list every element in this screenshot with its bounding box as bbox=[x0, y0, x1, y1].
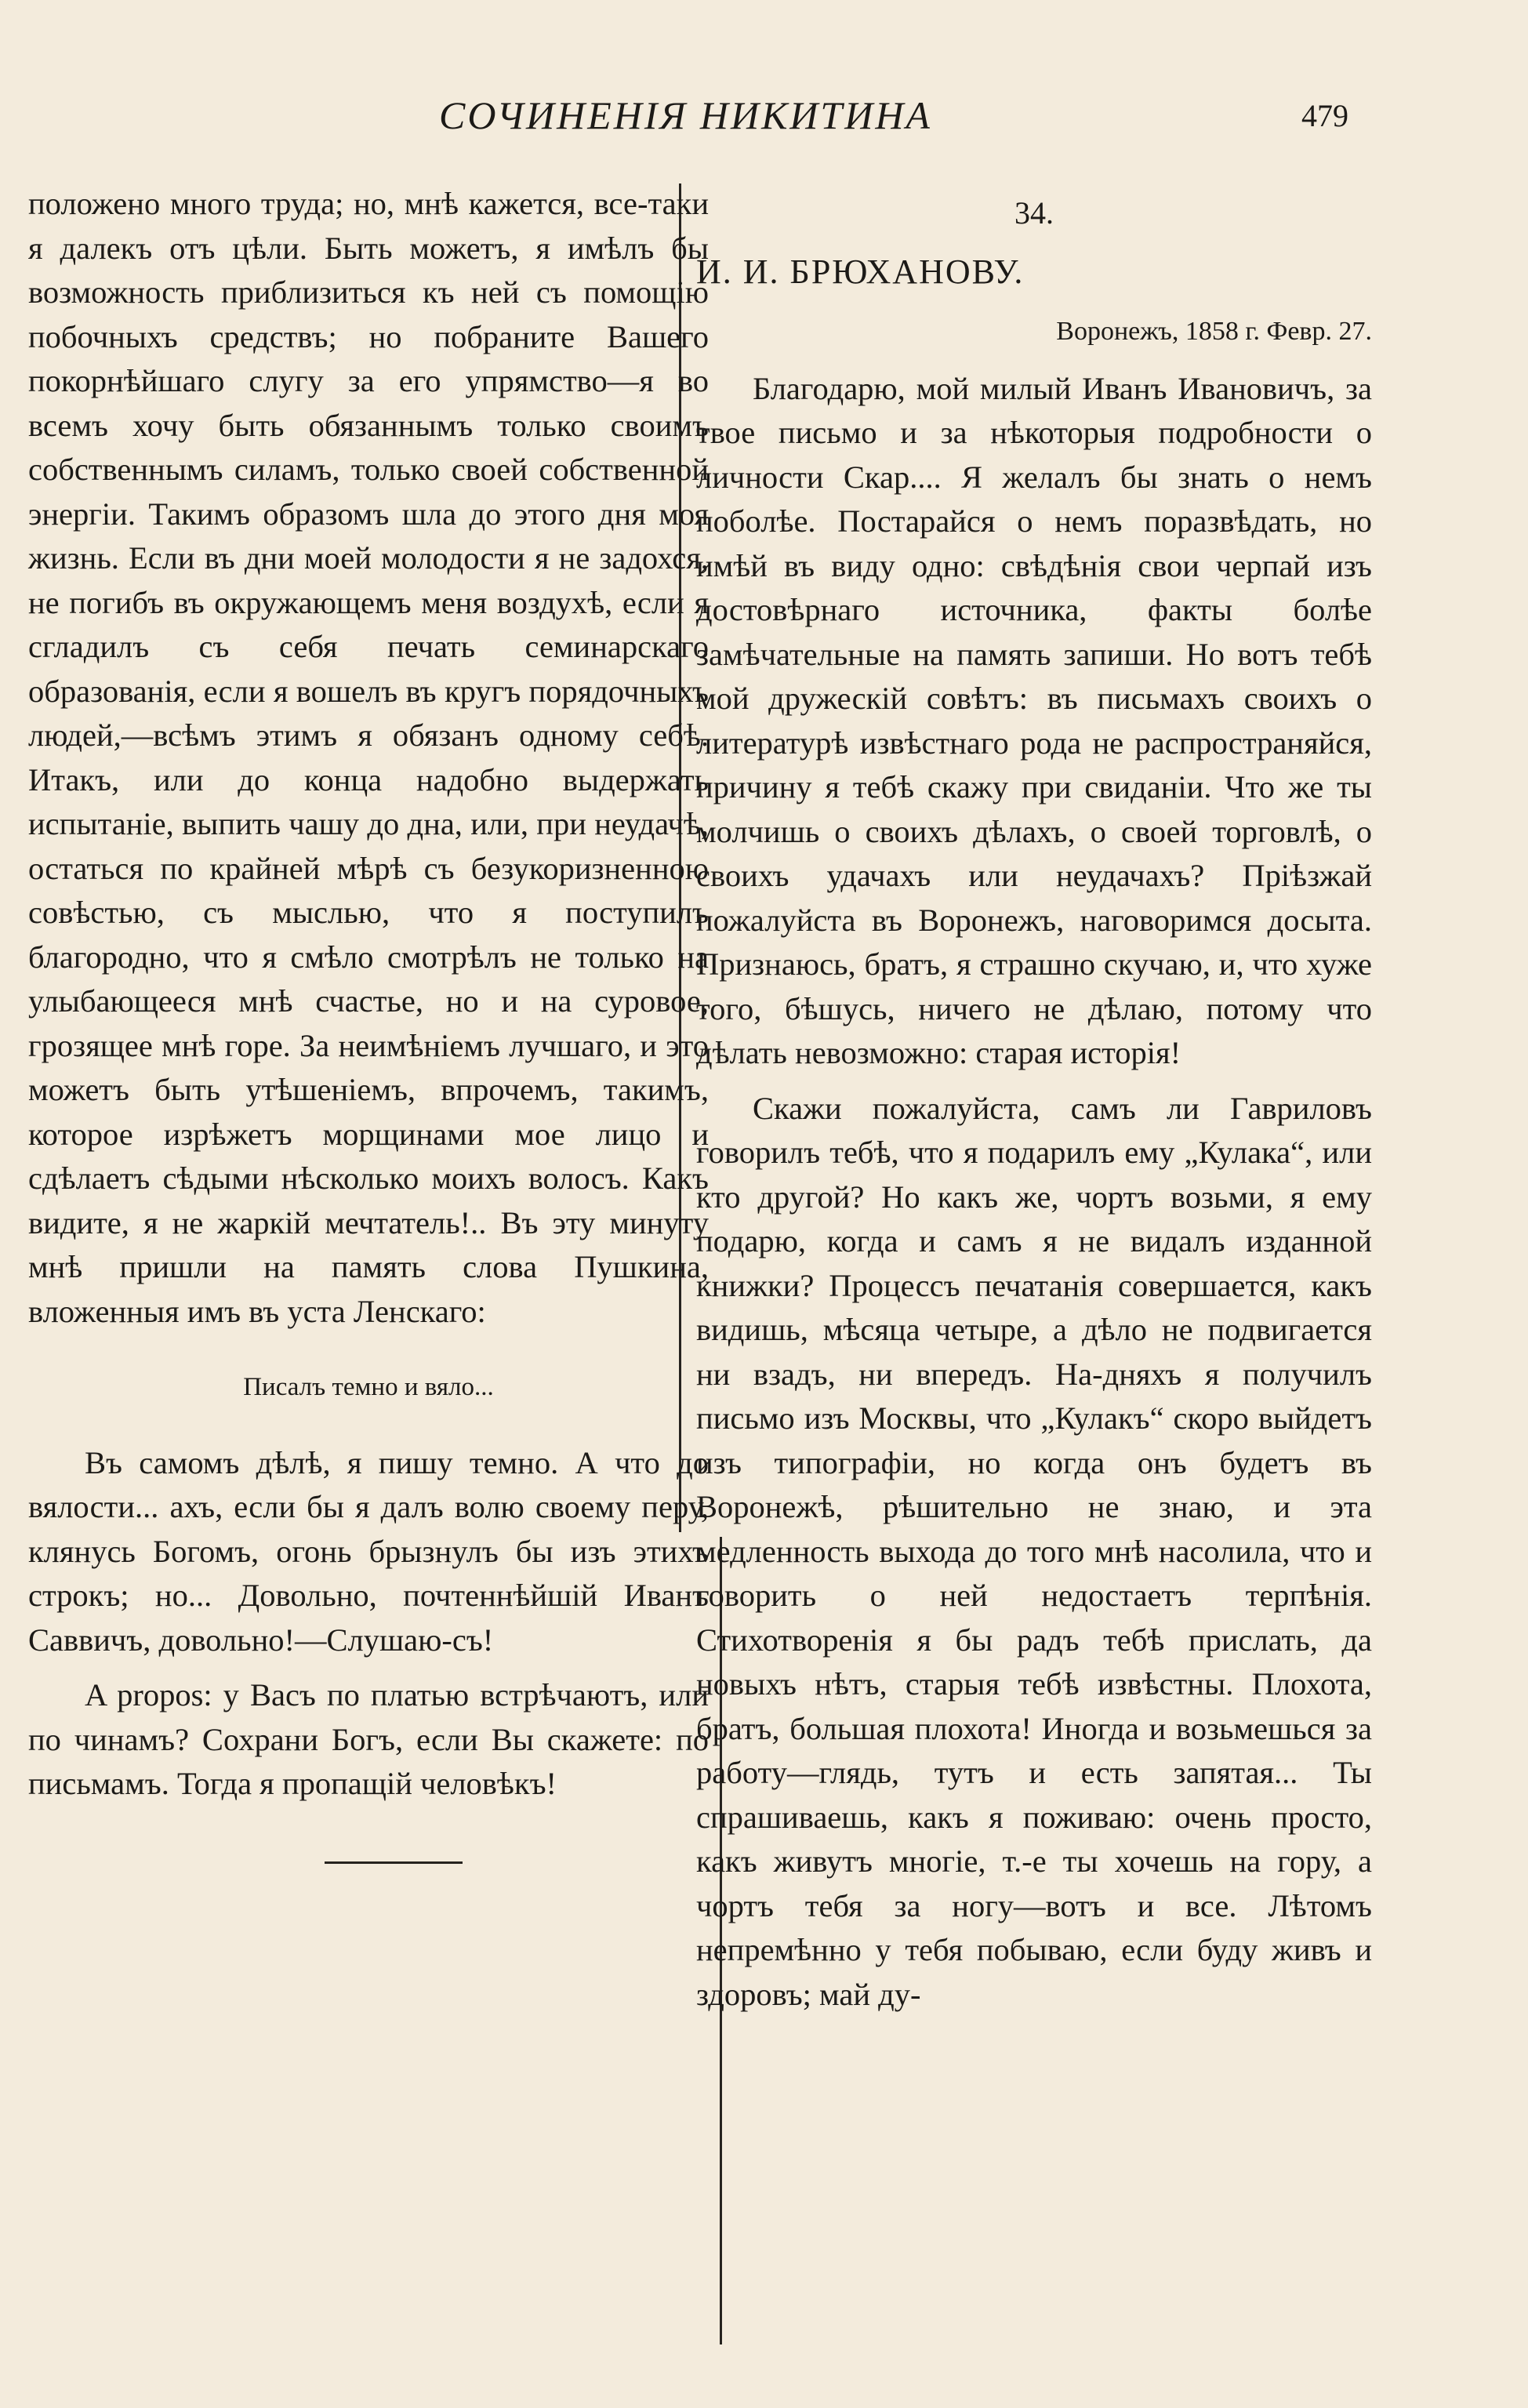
right-paragraph-1: Благодарю, мой милый Иванъ Ивановичъ, за твое письмо и за нѣкоторыя подробности о личности Скар.... Я желалъ бы знать о немъ поболѣе. Постарайся о немъ поразвѣдать, но имѣй въ виду одно: свѣдѣнія свои черпай изъ достовѣрнаго источника, факты болѣе замѣчательные на память запиши. Но вотъ тебѣ мой дружескій совѣтъ: въ письмахъ своихъ о литературѣ извѣстнаго рода не распространяйся, причину я тебѣ скажу при свиданіи. Что же ты молчишь о своихъ дѣлахъ, о своей торговлѣ, о своихъ удачахъ или неудачахъ? Пріѣзжай пожалуйста въ Воронежъ, наговоримся досыта. Признаюсь, братъ, я страшно скучаю, и, что хуже того, бѣшусь, ничего не дѣлаю, потому что дѣлать невозможно: старая исторія! bbox=[696, 370, 1372, 1070]
running-head bbox=[0, 88, 1528, 143]
left-column bbox=[28, 182, 709, 1864]
letter-number: 34. bbox=[1014, 195, 1054, 231]
end-rule bbox=[325, 1861, 463, 1864]
letter-place-date: Воронежъ, 1858 г. Февр. 27. bbox=[1056, 317, 1372, 346]
page-number: 479 bbox=[1301, 98, 1348, 133]
left-paragraph-2: Въ самомъ дѣлѣ, я пишу темно. А что до вялости... ахъ, если бы я далъ волю своему перу, клянусь Богомъ, огонь брызнулъ бы изъ этихъ строкъ; но... Довольно, почтеннѣйшій Иванъ Саввичъ, довольно!—Слушаю-съ! bbox=[28, 1444, 709, 1658]
right-paragraph-2: Скажи пожалуйста, самъ ли Гавриловъ говорилъ тебѣ, что я подарилъ ему „Кулака“, или кто другой? Но какъ же, чортъ возьми, я ему подарю, когда и самъ я не видалъ изданной книжки? Процессъ печатанія совершается, какъ видишь, мѣсяца четыре, а дѣло не подвигается ни взадъ, ни впередъ. На-дняхъ я получилъ письмо изъ Москвы, что „Кулакъ“ скоро выйдетъ изъ типографіи, но когда онъ будетъ въ Воронежѣ, рѣшительно не знаю, и эта медленность выхода до того мнѣ насолила, что и говорить о ней недостаетъ терпѣнія. Стихотворенія я бы радъ тебѣ прислать, да новыхъ нѣтъ, старыя тебѣ извѣстны. Плохота, братъ, большая плохота! Иногда и возьмешься за работу—глядь, тутъ и есть запятая... Ты спрашиваешь, какъ я поживаю: очень просто, какъ живутъ многіе, т.-е ты хочешь на гору, а чортъ тебя за ногу—вотъ и все. Лѣтомъ непремѣнно у тебя побываю, если буду живъ и здоровъ; май ду- bbox=[696, 1090, 1372, 2012]
right-column bbox=[696, 182, 1372, 2017]
left-paragraph-1: положено много труда; но, мнѣ кажется, все-таки я далекъ отъ цѣли. Быть можетъ, я имѣлъ бы возможность приблизиться къ ней съ помощію побочныхъ средствъ; но побраните Вашего покорнѣйшаго слугу за его упрямство—я во всемъ хочу быть обязаннымъ только своимъ собственнымъ силамъ, только своей собственной энергіи. Такимъ образомъ шла до этого дня моя жизнь. Если въ дни моей молодости я не задохся, не погибъ въ окружающемъ меня воздухѣ, если я сгладилъ съ себя печать семинарскаго образованія, если я вошелъ въ кругъ порядочныхъ людей,—всѣмъ этимъ я обязанъ одному себѣ. Итакъ, или до конца надобно выдержать испытаніе, выпить чашу до дна, или, при неудачѣ, остаться по крайней мѣрѣ съ безукоризненною совѣстью, съ мыслью, что я поступилъ благородно, что я смѣло смотрѣлъ не только на улыбающееся мнѣ счастье, но и на суровое, грозящее мнѣ горе. За неимѣніемъ лучшаго, и это можетъ быть утѣшеніемъ, впрочемъ, такимъ, которое изрѣжетъ морщинами мое лицо и сдѣлаетъ сѣдыми нѣсколько моихъ волосъ. Какъ видите, я не жаркій мечтатель!.. Въ эту минуту мнѣ пришли на память слова Пушкина, вложенныя имъ въ уста Ленскаго: bbox=[28, 186, 709, 1329]
pushkin-quote: Писалъ темно и вяло... bbox=[243, 1373, 494, 1401]
letter-recipient: И. И. БРЮХАНОВУ. bbox=[696, 252, 1025, 291]
left-paragraph-3: A propos: у Васъ по платью встрѣчаютъ, или по чинамъ? Сохрани Богъ, если Вы скажете: по письмамъ. Тогда я пропащій человѣкъ! bbox=[28, 1677, 709, 1801]
running-title: СОЧИНЕНІЯ НИКИТИНА bbox=[439, 93, 932, 137]
